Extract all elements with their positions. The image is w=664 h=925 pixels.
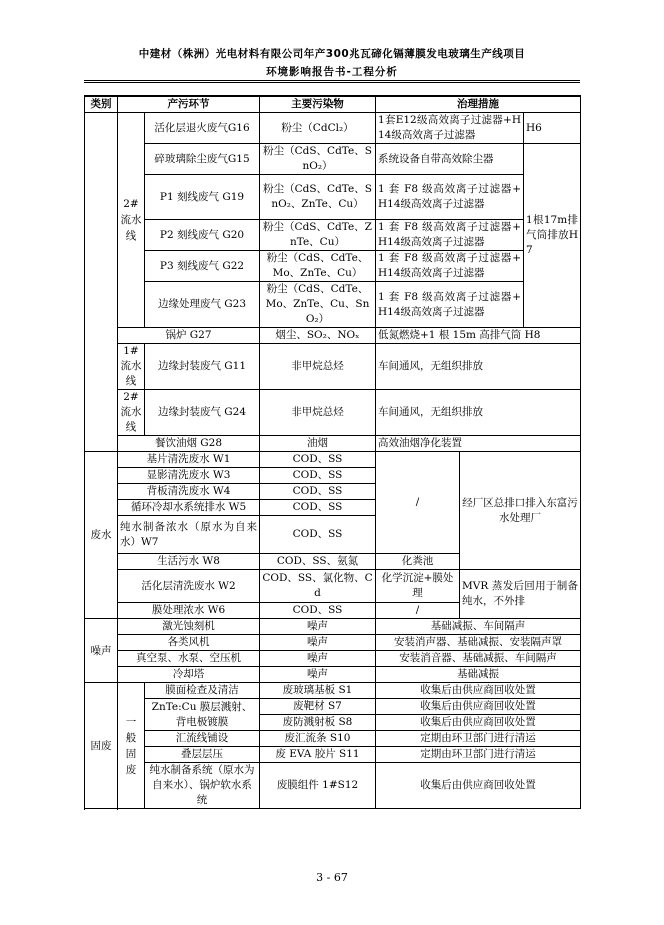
measure-cell: 定期由环卫部门进行清运 [376,731,581,747]
source-cell: P1 刻线废气 G19 [145,175,260,220]
source-cell: 活化层清洗废水 W2 [118,570,260,603]
table-row [85,220,581,251]
table-row [85,619,581,635]
source-cell: 锅炉 G27 [118,328,260,344]
measure-cell: 1 套 F8 级高效离子过滤器+H14级高效离子过滤器 [376,282,524,328]
pollutant-cell: 噪声 [260,635,376,651]
page-number: 3 - 67 [316,871,348,884]
discharge-cell: 经厂区总排口排入东富污水处理厂 [460,452,581,570]
measure-cell: / [376,452,460,554]
category-gas [85,113,118,452]
pollutant-cell: 油烟 [260,436,376,452]
table-row [85,699,581,715]
measure-cell: 收集后由供应商回收处置 [376,699,581,715]
pollutant-cell: 粉尘（CdS、CdTe、Mo、ZnTe、Cu、SnO₂） [260,282,376,328]
pollutant-cell: COD、SS [260,484,376,500]
source-cell: 餐饮油烟 G28 [118,436,260,452]
source-cell: 碎玻璃除尘废气G15 [145,144,260,175]
document-header-title: 中建材（株洲）光电材料有限公司年产300兆瓦碲化镉薄膜发电玻璃生产线项目 [138,48,526,60]
header-rule-second [84,82,580,83]
measure-cell: 基础减振、车间隔声 [376,619,581,635]
table-row [85,667,581,683]
table-row [85,436,581,452]
source-cell: 真空泵、水泵、空压机 [118,651,260,667]
source-cell: 冷却塔 [118,667,260,683]
source-cell: 边缘封装废气 G11 [145,344,260,390]
table-row [85,328,581,344]
source-cell: 膜面检查及清洁 [145,683,260,699]
table-row [85,175,581,220]
header-pollutant: 主要污染物 [260,96,376,113]
pollutant-cell: 废靶材 S7 [260,699,376,715]
pollutant-cell: COD、SS [260,603,376,619]
header-category: 类别 [85,96,118,113]
header-rule [84,80,580,81]
measure-cell: 车间通风，无组织排放 [376,390,581,436]
line2-label: 2#流水线 [118,113,145,328]
pollutant-cell: COD、SS [260,468,376,484]
table-row [85,344,581,390]
pollutant-cell: 废膜组件 1#S12 [260,763,376,809]
table-row [85,452,581,468]
table-row [85,282,581,328]
table-row [85,763,581,809]
line-label-cell: 1#流水线 [118,344,145,390]
measure-cell: 安装消声器、基础减振、安装隔声罩 [376,635,581,651]
source-cell: 边缘处理废气 G23 [145,282,260,328]
source-cell: 基片清洗废水 W1 [118,452,260,468]
pollutant-cell: 非甲烷总烃 [260,390,376,436]
pollutant-cell: 废防溅射板 S8 [260,715,376,731]
measure-cell: 1 套 F8 级高效离子过滤器+H14级高效离子过滤器 [376,220,524,251]
line-label-cell: 2#流水线 [118,390,145,436]
measure-cell: 1 套 F8 级高效离子过滤器+H14级高效离子过滤器 [376,175,524,220]
source-cell: 各类风机 [118,635,260,651]
pollutant-cell: COD、SS [260,516,376,554]
pollutant-cell: 粉尘（CdS、CdTe、SnO₂、ZnTe、Cu） [260,175,376,220]
source-cell: 显影清洗废水 W3 [118,468,260,484]
measure-cell: 基础减振 [376,667,581,683]
measure-cell: 收集后由供应商回收处置 [376,683,581,699]
source-cell: 边缘封装废气 G24 [145,390,260,436]
measure-cell: 高效油烟净化装置 [376,436,581,452]
header-measure: 治理措施 [376,96,581,113]
table-row [85,390,581,436]
source-cell: P2 刻线废气 G20 [145,220,260,251]
source-cell: ZnTe:Cu 膜层溅射、背电极镀膜 [145,699,260,731]
pollutant-cell: COD、SS、氯化物、Cd [260,570,376,603]
pollutant-cell: 废 EVA 胶片 S11 [260,747,376,763]
source-cell: 活化层退火废气G16 [145,113,260,144]
shared-exhaust-cell: 1根17m排气筒排放H7 [524,144,581,328]
measure-cell: 1套E12级高效离子过滤器+H14级高效离子过滤器 [376,113,524,144]
pollutant-cell: 粉尘（CdCl₂） [260,113,376,144]
pollution-control-table [84,95,581,809]
pollutant-cell: 粉尘（CdS、CdTe、ZnTe、Cu） [260,220,376,251]
source-cell: 叠层层压 [145,747,260,763]
pollutant-cell: COD、SS、氨氮 [260,554,376,570]
category-noise: 噪声 [85,619,118,683]
source-cell: 膜处理浓水 W6 [118,603,260,619]
source-cell: 纯水制备浓水（原水为自来水）W7 [118,516,260,554]
measure-cell: 收集后由供应商回收处置 [376,715,581,731]
table-row [85,251,581,282]
source-cell: P3 刻线废气 G22 [145,251,260,282]
measure-cell: 低氮燃烧+1 根 15m 高排气筒 H8 [376,328,581,344]
pollutant-cell: 废汇流条 S10 [260,731,376,747]
measure-cell: 车间通风，无组织排放 [376,344,581,390]
source-cell: 循环冷却水系统排水 W5 [118,500,260,516]
table-row [85,731,581,747]
source-cell: 汇流线铺设 [145,731,260,747]
pollutant-cell: 非甲烷总烃 [260,344,376,390]
pollutant-cell: COD、SS [260,452,376,468]
source-cell: 激光蚀刻机 [118,619,260,635]
table-row [85,144,581,175]
pollutant-cell: 噪声 [260,619,376,635]
table-row [85,570,581,603]
table-row [85,747,581,763]
measure-cell: 安装消音器、基础减振、车间隔声 [376,651,581,667]
pollutant-cell: 噪声 [260,651,376,667]
measure-cell: 化粪池 [376,554,460,570]
header-source: 产污环节 [118,96,260,113]
measure-cell: 1 套 F8 级高效离子过滤器+H14级高效离子过滤器 [376,251,524,282]
source-cell: 纯水制备系统（原水为自来水）、锅炉软水系统 [145,763,260,809]
pollutant-cell: 噪声 [260,667,376,683]
measure-cell: / [376,603,460,619]
measure-cell: 定期由环卫部门进行清运 [376,747,581,763]
pollutant-cell: 废玻璃基板 S1 [260,683,376,699]
table-row [85,113,581,144]
pollutant-cell: 粉尘（CdS、CdTe、SnO₂） [260,144,376,175]
source-cell: 背板清洗废水 W4 [118,484,260,500]
exhaust-cell: H6 [524,113,581,144]
solid-sub-label: 一般固废 [118,683,145,809]
pollutant-cell: 烟尘、SO₂、NOₓ [260,328,376,344]
table-row [85,683,581,699]
pollutant-cell: COD、SS [260,500,376,516]
table-header-row [85,96,581,113]
source-cell: 生活污水 W8 [118,554,260,570]
table-row [85,635,581,651]
document-header-subtitle: 环境影响报告书-工程分析 [266,66,398,78]
pollutant-cell: 粉尘（CdS、CdTe、Mo、ZnTe、Cu） [260,251,376,282]
category-water: 废水 [85,452,118,619]
measure-cell: 化学沉淀+膜处理 [376,570,460,603]
measure-cell: 收集后由供应商回收处置 [376,763,581,809]
measure-cell: 系统设备自带高效除尘器 [376,144,524,175]
table-row [85,651,581,667]
category-solid: 固废 [85,683,118,809]
mvr-cell: MVR 蒸发后回用于制备纯水，不外排 [460,570,581,619]
